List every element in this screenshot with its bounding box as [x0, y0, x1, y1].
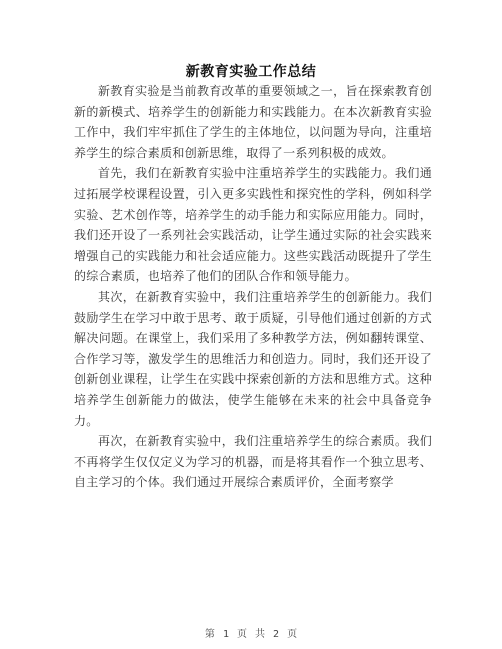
paragraph-practice: 首先，我们在新教育实验中注重培养学生的实践能力。我们通过拓展学校课程设置，引入更多实践性和探究性的学科，例如科学实验、艺术创作等，培养学生的动手能力和实际应用能力。同时，我们还开设了一系列社会实践活动，让学生通过实际的社会实践来增强自己的实践能力和社会适应能力。这些实践活动既提升了学生的综合素质，也培养了他们的团队合作和领导能力。: [74, 166, 432, 284]
paragraph-quality: 再次，在新教育实验中，我们注重培养学生的综合素质。我们不再将学生仅仅定义为学习的机器，而是将其看作一个独立思考、自主学习的个体。我们通过开展综合素质评价，全面考察学: [74, 434, 432, 490]
page-footer: 第 1 页 共 2 页: [204, 629, 298, 640]
paragraph-innovation: 其次，在新教育实验中，我们注重培养学生的创新能力。我们鼓励学生在学习中敢于思考、敢于质疑，引导他们通过创新的方式解决问题。在课堂上，我们采用了多种教学方法，例如翻转课堂、合作学习等，激发学生的思维活力和创造力。同时，我们还开设了创新创业课程，让学生在实践中探索创新的方法和思维方式。这种培养学生创新能力的做法，使学生能够在未来的社会中具备竞争力。: [74, 289, 432, 428]
paragraph-intro: 新教育实验是当前教育改革的重要领域之一，旨在探索教育创新的新模式、培养学生的创新能力和实践能力。在本次新教育实验工作中，我们牢牢抓住了学生的主体地位，以问题为导向，注重培养学生的综合素质和创新思维，取得了一系列积极的成效。: [74, 84, 432, 160]
document-title: 新教育实验工作总结: [185, 64, 317, 80]
document-body: [74, 81, 432, 493]
